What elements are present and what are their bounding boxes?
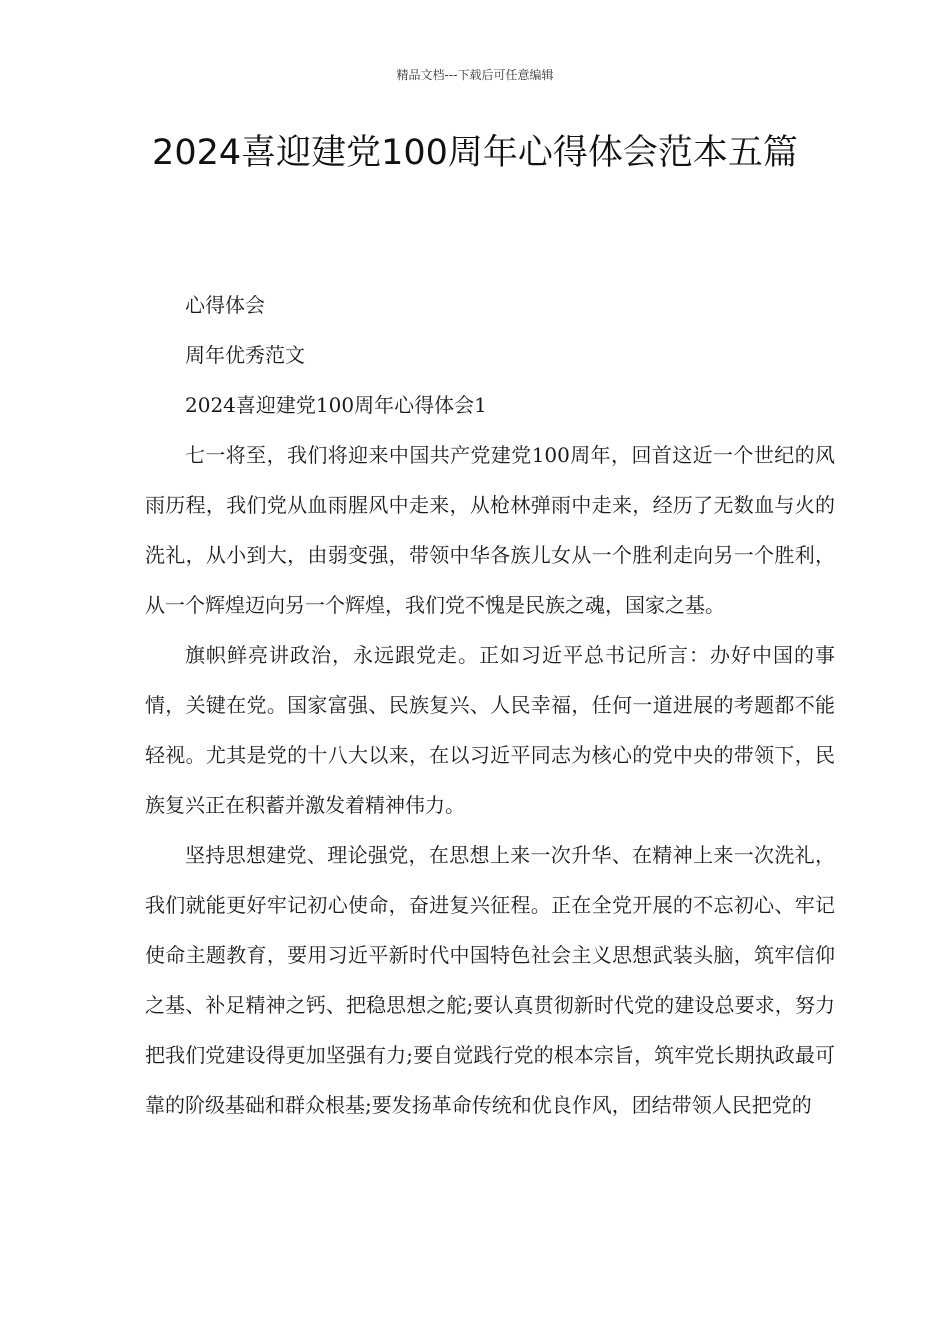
- body-paragraph: 旗帜鲜亮讲政治，永远跟党走。正如习近平总书记所言：办好中国的事情，关键在党。国家富强、民族复兴、人民幸福，任何一道进展的考题都不能轻视。尤其是党的十八大以来，在以习近平同志为核心的党中央的带领下，民族复兴正在积蓄并激发着精神伟力。: [145, 643, 835, 817]
- body-paragraph: 七一将至，我们将迎来中国共产党建党100周年，回首这近一个世纪的风雨历程，我们党从血雨腥风中走来，从枪林弹雨中走来，经历了无数血与火的洗礼，从小到大，由弱变强，带领中华各族儿女从一个胜利走向另一个胜利，从一个辉煌迈向另一个辉煌，我们党不愧是民族之魂，国家之基。: [145, 443, 835, 617]
- section-heading: 2024喜迎建党100周年心得体会1: [185, 393, 487, 417]
- header-note: 精品文档---下载后可任意编辑: [396, 68, 554, 82]
- document-body: [145, 280, 835, 1130]
- document-title: 2024喜迎建党100周年心得体会范本五篇: [152, 133, 798, 173]
- body-paragraph: 坚持思想建党、理论强党，在思想上来一次升华、在精神上来一次洗礼，我们就能更好牢记初心使命，奋进复兴征程。正在全党开展的不忘初心、牢记使命主题教育，要用习近平新时代中国特色社会主义思想武装头脑，筑牢信仰之基、补足精神之钙、把稳思想之舵;要认真贯彻新时代党的建设总要求，努力把我们党建设得更加坚强有力;要自觉践行党的根本宗旨，筑牢党长期执政最可靠的阶级基础和群众根基;要发扬革命传统和优良作风，团结带领人民把党的: [145, 843, 835, 1117]
- subheading-line: 周年优秀范文: [185, 343, 305, 367]
- subheading-line: 心得体会: [185, 293, 265, 317]
